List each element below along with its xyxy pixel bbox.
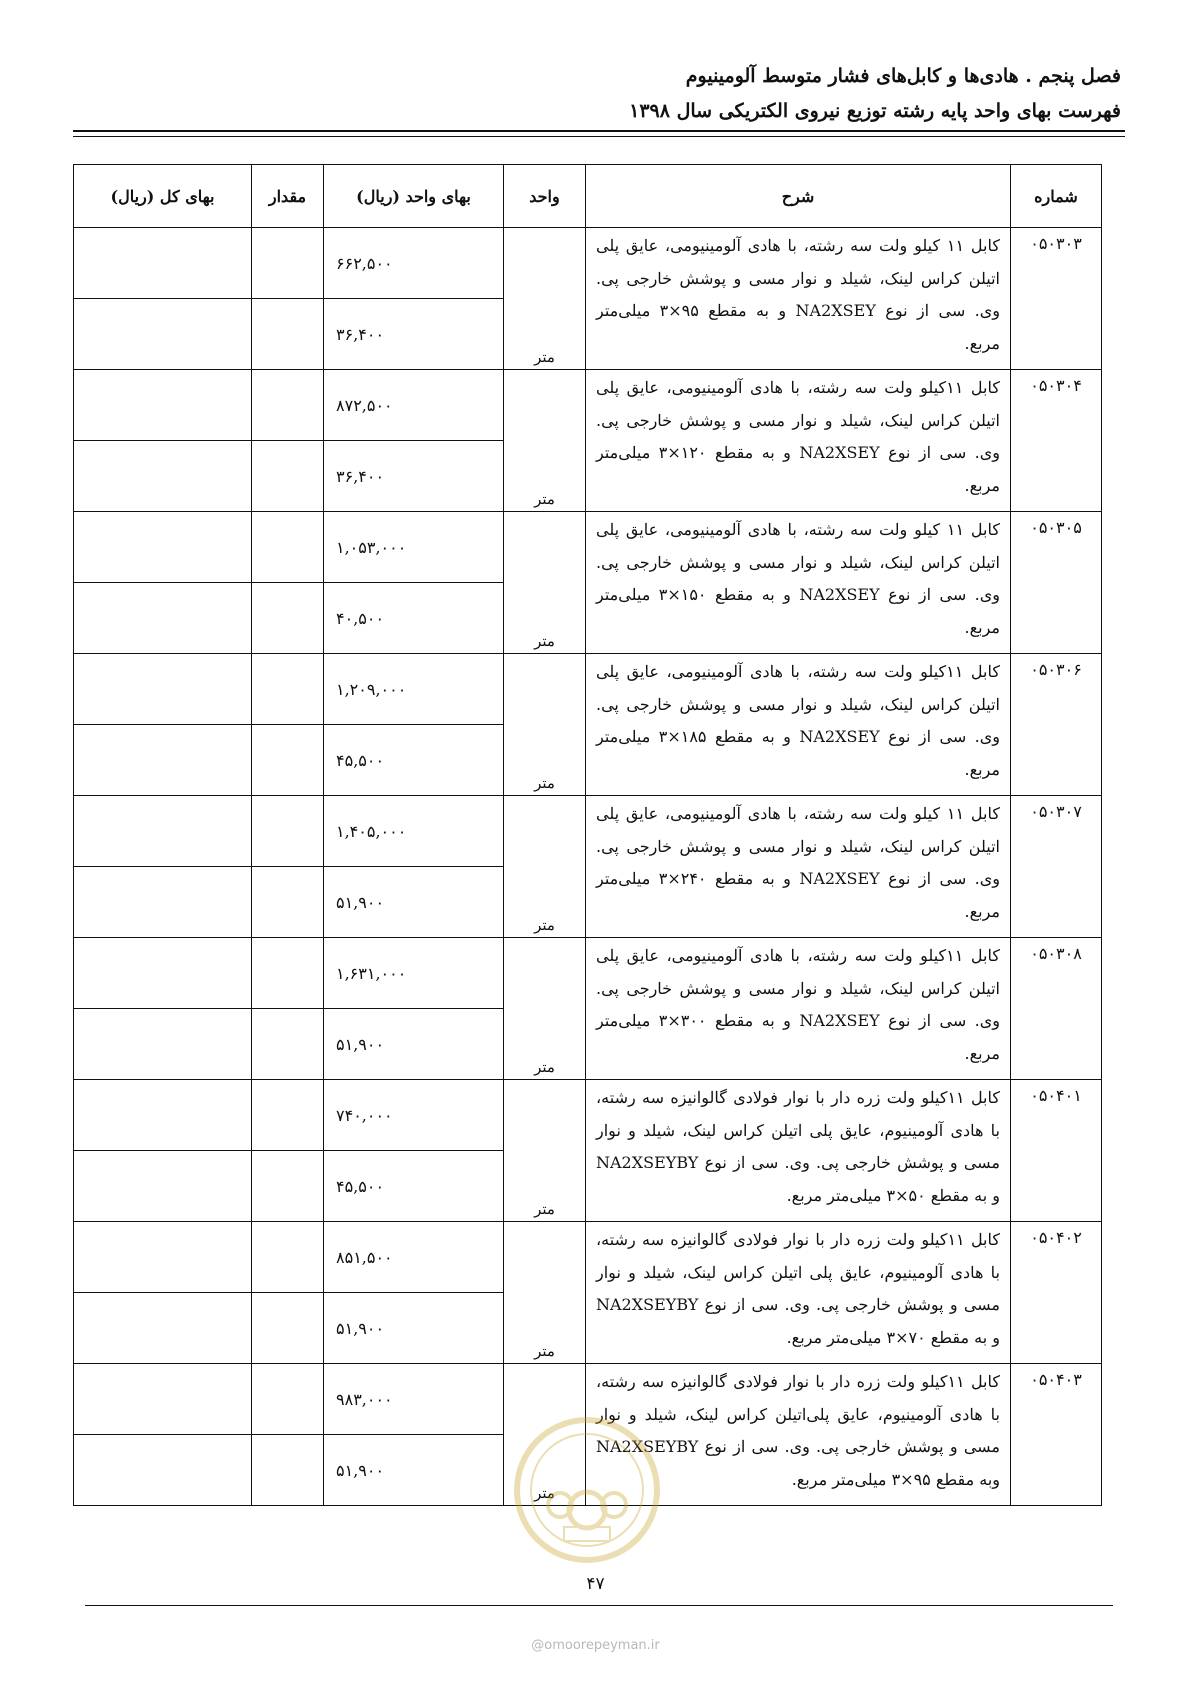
item-unit: متر [504, 228, 586, 370]
item-unit: متر [504, 370, 586, 512]
item-total-install [74, 583, 252, 654]
price-table [73, 164, 1102, 1506]
item-unit-price-install: ۳۶,۴۰۰ [324, 299, 504, 370]
item-unit: متر [504, 1222, 586, 1364]
chapter-title: فصل پنجم . هادی‌ها و کابل‌های فشار متوسط آلومینیوم [685, 65, 1121, 87]
table-row [74, 228, 1102, 299]
header-rule-thin [73, 136, 1125, 137]
col-header-unit: واحد [504, 165, 586, 228]
item-total-supply [74, 1222, 252, 1293]
list-title: فهرست بهای واحد پایه رشته توزیع نیروی الکتریکی سال ۱۳۹۸ [629, 100, 1121, 122]
item-code: ۰۵۰۳۰۸ [1011, 938, 1102, 1080]
item-total-install [74, 441, 252, 512]
table-row [74, 1222, 1102, 1293]
item-unit-price-install: ۴۵,۵۰۰ [324, 725, 504, 796]
item-unit: متر [504, 512, 586, 654]
item-unit-price-supply: ۱,۲۰۹,۰۰۰ [324, 654, 504, 725]
item-quantity-install [252, 725, 324, 796]
item-quantity-supply [252, 370, 324, 441]
item-unit-price-install: ۴۵,۵۰۰ [324, 1151, 504, 1222]
item-quantity-supply [252, 1364, 324, 1435]
item-unit: متر [504, 654, 586, 796]
item-code: ۰۵۰۴۰۳ [1011, 1364, 1102, 1506]
site-watermark: @omoorepeyman.ir [531, 1638, 660, 1653]
table-row [74, 370, 1102, 441]
table-row [74, 654, 1102, 725]
item-total-supply [74, 654, 252, 725]
col-header-description: شرح [586, 165, 1011, 228]
item-unit: متر [504, 938, 586, 1080]
item-quantity-supply [252, 796, 324, 867]
item-description: کابل ۱۱کیلو ولت سه رشته، با هادی آلومینیومی، عایق پلی اتیلن کراس لینک، شیلد و نوار مسی و پوشش خارجی پی. وی. سی از نوع NA2XSEY و به مقطع ۱۲۰×۳ میلی‌متر مربع. [586, 370, 1011, 512]
item-quantity-install [252, 867, 324, 938]
item-unit-price-install: ۵۱,۹۰۰ [324, 1435, 504, 1506]
item-total-supply [74, 796, 252, 867]
item-quantity-supply [252, 1222, 324, 1293]
item-quantity-install [252, 1151, 324, 1222]
item-quantity-supply [252, 1080, 324, 1151]
seal-logo [512, 1415, 662, 1565]
page-number: ۴۷ [586, 1574, 605, 1594]
item-total-supply [74, 938, 252, 1009]
item-total-supply [74, 228, 252, 299]
item-code: ۰۵۰۳۰۳ [1011, 228, 1102, 370]
item-quantity-install [252, 1293, 324, 1364]
table-row [74, 1080, 1102, 1151]
item-total-install [74, 867, 252, 938]
table-row [74, 938, 1102, 1009]
item-code: ۰۵۰۳۰۷ [1011, 796, 1102, 938]
item-total-install [74, 1009, 252, 1080]
col-header-total-price: بهای کل (ریال) [74, 165, 252, 228]
item-quantity-install [252, 441, 324, 512]
page-header [629, 58, 1121, 128]
table-header-row [74, 165, 1102, 228]
item-unit: متر [504, 1080, 586, 1222]
item-code: ۰۵۰۴۰۲ [1011, 1222, 1102, 1364]
item-unit-price-supply: ۹۸۳,۰۰۰ [324, 1364, 504, 1435]
item-quantity-supply [252, 228, 324, 299]
item-unit-price-supply: ۱,۶۳۱,۰۰۰ [324, 938, 504, 1009]
item-quantity-supply [252, 512, 324, 583]
col-header-unit-price: بهای واحد (ریال) [324, 165, 504, 228]
item-unit-price-install: ۴۰,۵۰۰ [324, 583, 504, 654]
item-quantity-install [252, 583, 324, 654]
item-unit: متر [504, 796, 586, 938]
col-header-number: شماره [1011, 165, 1102, 228]
item-quantity-supply [252, 654, 324, 725]
item-description: کابل ۱۱ کیلو ولت سه رشته، با هادی آلومینیومی، عایق پلی اتیلن کراس لینک، شیلد و نوار مسی و پوشش خارجی پی. وی. سی از نوع NA2XSEY و به مقطع ۱۵۰×۳ میلی‌متر مربع. [586, 512, 1011, 654]
item-description: کابل ۱۱کیلو ولت زره دار با نوار فولادی گالوانیزه سه رشته، با هادی آلومینیوم، عایق پلی اتیلن کراس لینک، شیلد و نوار مسی و پوشش خارجی پی. وی. سی از نوع NA2XSEYBY و به مقطع ۷۰×۳ میلی‌متر مربع. [586, 1222, 1011, 1364]
item-code: ۰۵۰۳۰۵ [1011, 512, 1102, 654]
item-unit-price-install: ۵۱,۹۰۰ [324, 1009, 504, 1080]
item-description: کابل ۱۱کیلو ولت زره دار با نوار فولادی گالوانیزه سه رشته، با هادی آلومینیوم، عایق پلی‌اتیلن کراس لینک، شیلد و نوار مسی و پوشش خارجی پی. وی. سی از نوع NA2XSEYBY وبه مقطع ۹۵×۳ میلی‌متر مربع. [586, 1364, 1011, 1506]
item-code: ۰۵۰۳۰۶ [1011, 654, 1102, 796]
item-description: کابل ۱۱کیلو ولت سه رشته، با هادی آلومینیومی، عایق پلی اتیلن کراس لینک، شیلد و نوار مسی و پوشش خارجی پی. وی. سی از نوع NA2XSEY و به مقطع ۳۰۰×۳ میلی‌متر مربع. [586, 938, 1011, 1080]
item-code: ۰۵۰۴۰۱ [1011, 1080, 1102, 1222]
item-unit-price-supply: ۶۶۲,۵۰۰ [324, 228, 504, 299]
item-total-install [74, 1435, 252, 1506]
item-total-install [74, 1293, 252, 1364]
header-rule-thick [73, 130, 1125, 132]
item-total-install [74, 725, 252, 796]
item-total-install [74, 1151, 252, 1222]
item-description: کابل ۱۱کیلو ولت سه رشته، با هادی آلومینیومی، عایق پلی اتیلن کراس لینک، شیلد و نوار مسی و پوشش خارجی پی. وی. سی از نوع NA2XSEY و به مقطع ۱۸۵×۳ میلی‌متر مربع. [586, 654, 1011, 796]
item-unit-price-supply: ۸۷۲,۵۰۰ [324, 370, 504, 441]
item-total-install [74, 299, 252, 370]
item-unit-price-install: ۵۱,۹۰۰ [324, 867, 504, 938]
item-total-supply [74, 1080, 252, 1151]
item-quantity-install [252, 299, 324, 370]
item-unit-price-install: ۵۱,۹۰۰ [324, 1293, 504, 1364]
item-description: کابل ۱۱ کیلو ولت سه رشته، با هادی آلومینیومی، عایق پلی اتیلن کراس لینک، شیلد و نوار مسی و پوشش خارجی پی. وی. سی از نوع NA2XSEY و به مقطع ۲۴۰×۳ میلی‌متر مربع. [586, 796, 1011, 938]
item-quantity-install [252, 1009, 324, 1080]
col-header-quantity: مقدار [252, 165, 324, 228]
item-code: ۰۵۰۳۰۴ [1011, 370, 1102, 512]
item-total-supply [74, 1364, 252, 1435]
item-unit: متر [504, 1364, 586, 1506]
item-description: کابل ۱۱کیلو ولت زره دار با نوار فولادی گالوانیزه سه رشته، با هادی آلومینیوم، عایق پلی اتیلن کراس لینک، شیلد و نوار مسی و پوشش خارجی پی. وی. سی از نوع NA2XSEYBY و به مقطع ۵۰×۳ میلی‌متر مربع. [586, 1080, 1011, 1222]
item-unit-price-supply: ۸۵۱,۵۰۰ [324, 1222, 504, 1293]
item-unit-price-supply: ۷۴۰,۰۰۰ [324, 1080, 504, 1151]
item-unit-price-supply: ۱,۰۵۳,۰۰۰ [324, 512, 504, 583]
item-unit-price-install: ۳۶,۴۰۰ [324, 441, 504, 512]
table-row [74, 512, 1102, 583]
item-description: کابل ۱۱ کیلو ولت سه رشته، با هادی آلومینیومی، عایق پلی اتیلن کراس لینک، شیلد و نوار مسی و پوشش خارجی پی. وی. سی از نوع NA2XSEY و به مقطع ۹۵×۳ میلی‌متر مربع. [586, 228, 1011, 370]
item-unit-price-supply: ۱,۴۰۵,۰۰۰ [324, 796, 504, 867]
item-total-supply [74, 512, 252, 583]
item-quantity-install [252, 1435, 324, 1506]
footer-rule [85, 1605, 1113, 1606]
table-row [74, 796, 1102, 867]
item-total-supply [74, 370, 252, 441]
item-quantity-supply [252, 938, 324, 1009]
